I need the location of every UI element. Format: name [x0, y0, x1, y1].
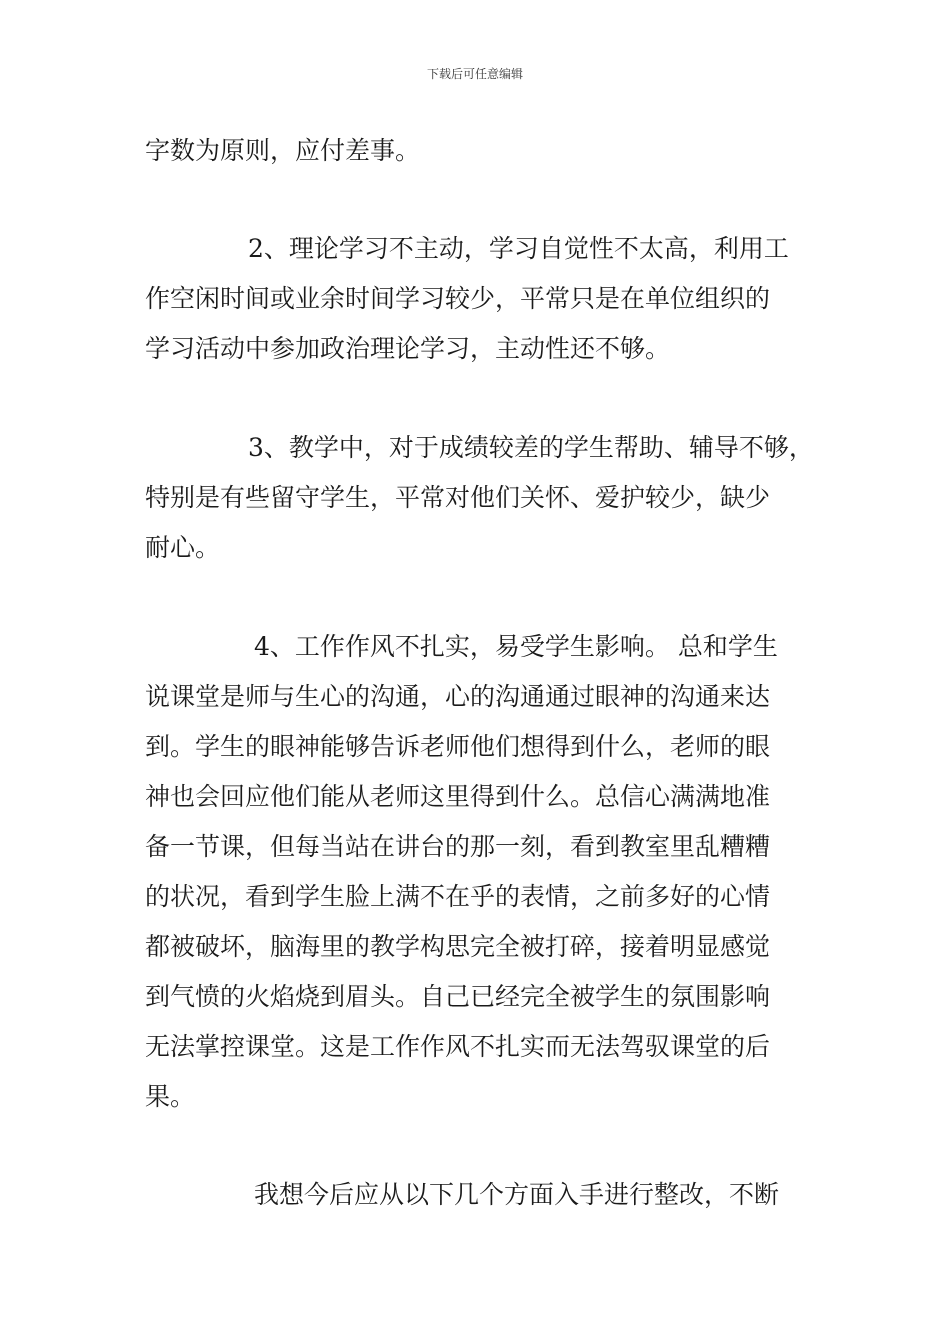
page-header: 下载后可任意编辑	[426, 67, 523, 81]
paragraph-4-line-10: 果。	[145, 1082, 196, 1111]
paragraph-2-line-3: 学习活动中参加政治理论学习，主动性还不够。	[145, 334, 671, 363]
paragraph-3-line-2: 特别是有些留守学生，平常对他们关怀、爱护较少，缺少	[145, 483, 771, 512]
paragraph-4-line-7: 都被破坏，脑海里的教学构思完全被打碎，接着明显感觉	[145, 932, 771, 961]
paragraph-3-line-1: 3、教学中，对于成绩较差的学生帮助、辅导不够，	[248, 433, 814, 462]
paragraph-5-line-1: 我想今后应从以下几个方面入手进行整改，不断	[254, 1180, 780, 1209]
paragraph-4-line-4: 神也会回应他们能从老师这里得到什么。总信心满满地准	[145, 782, 771, 811]
paragraph-3-line-3: 耐心。	[145, 533, 221, 562]
paragraph-4-line-6: 的状况，看到学生脸上满不在乎的表情，之前多好的心情	[145, 882, 771, 911]
paragraph-2-line-1: 2、理论学习不主动，学习自觉性不太高，利用工	[248, 234, 789, 263]
paragraph-4-line-9: 无法掌控课堂。这是工作作风不扎实而无法驾驭课堂的后	[145, 1032, 771, 1061]
paragraph-4-line-8: 到气愤的火焰烧到眉头。自己已经完全被学生的氛围影响	[145, 982, 771, 1011]
paragraph-4-line-2: 说课堂是师与生心的沟通，心的沟通通过眼神的沟通来达	[145, 682, 771, 711]
paragraph-1-line-1: 字数为原则，应付差事。	[145, 136, 421, 165]
paragraph-4-line-1: 4、工作作风不扎实，易受学生影响。 总和学生	[254, 632, 778, 661]
paragraph-4-line-5: 备一节课，但每当站在讲台的那一刻，看到教室里乱糟糟	[145, 832, 771, 861]
paragraph-2-line-2: 作空闲时间或业余时间学习较少，平常只是在单位组织的	[145, 284, 771, 313]
paragraph-4-line-3: 到。学生的眼神能够告诉老师他们想得到什么，老师的眼	[145, 732, 771, 761]
